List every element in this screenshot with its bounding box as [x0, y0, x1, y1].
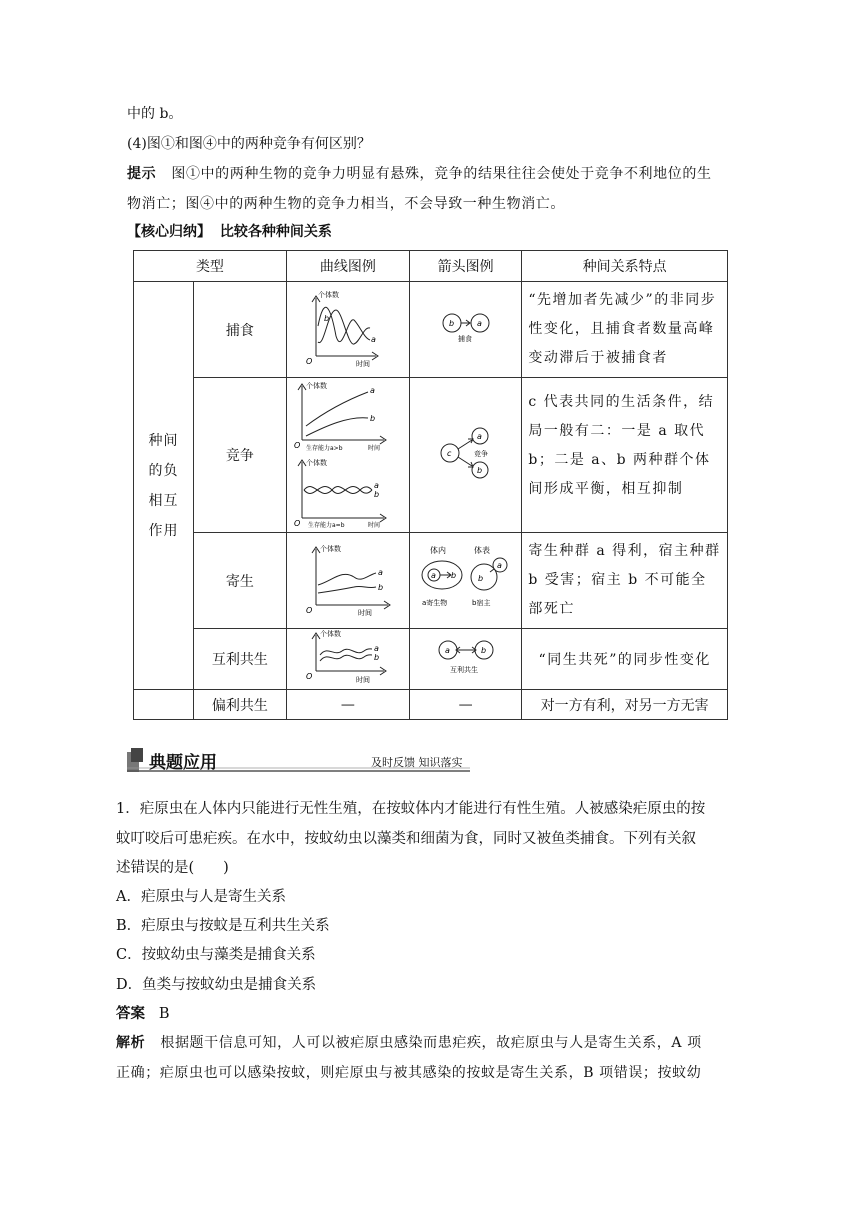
chart2-time: 时间 — [367, 522, 380, 528]
analysis-text-1: 根据题干信息可知，人可以被疟原虫感染而患疟疾，故疟原虫与人是寄生关系，A 项 — [160, 1035, 702, 1051]
curve-parasitism — [286, 533, 409, 629]
outer-node-b: b — [477, 573, 483, 583]
chart-x-label: 时间 — [355, 359, 370, 368]
hint-line-1 — [127, 164, 712, 184]
group-label-2: 的负 — [148, 462, 179, 479]
inner-node-b: b — [450, 570, 456, 580]
chart1-label-a: a — [369, 386, 375, 395]
table-row-predation — [134, 282, 728, 378]
origin-label: O — [305, 672, 313, 681]
label-a: a — [373, 644, 379, 653]
header-curve: 曲线图例 — [286, 251, 409, 282]
chart-y-label: 个体数 — [319, 630, 341, 638]
label-b: b — [373, 653, 379, 662]
table-row-commensalism — [134, 690, 728, 720]
arrow-commensalism: — — [409, 690, 522, 720]
origin-label: O — [305, 605, 313, 615]
hint-line-2: 物消亡；图④中的两种生物的竞争力相当，不会导致一种生物消亡。 — [127, 196, 565, 212]
curve-competition — [286, 378, 409, 533]
feature-parasitism: 寄生种群 a 得利，宿主种群 b 受害；宿主 b 不可能全部死亡 — [522, 533, 728, 629]
parasite-legend: a寄生物 — [421, 598, 447, 607]
feature-predation: “先增加者先减少”的非同步性变化，且捕食者数量高峰变动滞后于被捕食者 — [522, 282, 728, 378]
hint-text: 图①中的两种生物的竞争力明显有悬殊，竞争的结果往往会使处于竞争不利地位的生 — [171, 166, 712, 182]
chart-y-label: 个体数 — [317, 290, 339, 299]
node-a: a — [444, 646, 450, 655]
predation-label: 捕食 — [457, 334, 472, 343]
origin-label: O — [305, 356, 313, 366]
host-legend: b宿主 — [471, 598, 491, 607]
type-predation: 捕食 — [193, 282, 286, 378]
node-c: c — [446, 449, 451, 458]
section-title: 典题应用 — [149, 753, 217, 773]
chart2-y-label: 个体数 — [305, 459, 327, 467]
label-a: a — [370, 334, 376, 344]
group-label-4: 作用 — [148, 522, 179, 539]
group-label-1: 种间 — [148, 432, 179, 449]
type-parasitism: 寄生 — [193, 533, 286, 629]
predation-curve-chart — [292, 286, 404, 370]
arrow-mutualism — [409, 629, 522, 690]
feature-competition: c 代表共同的生活条件，结局一般有二：一是 a 取代 b；二是 a、b 两种群个体间形成平衡，相互抑制 — [522, 378, 728, 533]
parasitism-curve-chart — [292, 539, 404, 619]
inner-node-a: a — [430, 570, 436, 580]
question-stem-2: 蚊叮咬后可患疟疾。在水中，按蚊幼虫以藻类和细菌为食，同时又被鱼类捕食。下列有关叙 — [116, 831, 696, 847]
node-a: a — [476, 318, 482, 328]
header-arrow: 箭头图例 — [409, 251, 522, 282]
summary-heading — [127, 222, 332, 242]
mutualism-arrow-diagram — [416, 634, 516, 680]
option-a: A．疟原虫与人是寄生关系 — [116, 889, 286, 905]
label-a: a — [377, 567, 383, 577]
section-subtitle: 及时反馈 知识落实 — [371, 756, 463, 769]
type-commensalism: 偏利共生 — [193, 690, 286, 720]
chart2-label-a: a — [373, 481, 379, 490]
answer-value: B — [158, 1006, 170, 1022]
empty-group-cell — [134, 690, 194, 720]
question-stem-3: 述错误的是( ) — [116, 860, 229, 876]
option-d: D．鱼类与按蚊幼虫是捕食关系 — [116, 977, 317, 993]
mutualism-label: 互利共生 — [449, 666, 478, 674]
arrow-competition — [409, 378, 522, 533]
arrow-parasitism — [409, 533, 522, 629]
header-type: 类型 — [134, 251, 287, 282]
label-b: b — [377, 582, 383, 592]
option-b: B．疟原虫与按蚊是互利共生关系 — [116, 918, 330, 934]
on-body-label: 体表 — [473, 545, 490, 555]
feature-commensalism: 对一方有利，对另一方无害 — [522, 690, 728, 720]
label-b: b — [323, 313, 329, 323]
analysis-line-2: 正确；疟原虫也可以感染按蚊，则疟原虫与被其感染的按蚊是寄生关系，B 项错误；按蚊幼 — [116, 1065, 702, 1081]
section-banner — [127, 748, 470, 772]
continued-text: 中的 b。 — [127, 106, 183, 122]
competition-arrow-diagram — [416, 418, 516, 488]
outer-node-a: a — [496, 560, 502, 570]
table-row-competition — [134, 378, 728, 533]
header-feature: 种间关系特点 — [522, 251, 728, 282]
curve-commensalism: — — [286, 690, 409, 720]
chart2-label-b: b — [373, 490, 379, 499]
analysis-line-1 — [116, 1033, 702, 1053]
hint-label: 提示 — [127, 166, 157, 182]
chart-x-label: 时间 — [357, 608, 372, 617]
in-body-label: 体内 — [429, 545, 446, 555]
curve-predation — [286, 282, 409, 378]
table-header-row — [134, 251, 728, 282]
question-stem-1: 1．疟原虫在人体内只能进行无性生殖，在按蚊体内才能进行有性生殖。人被感染疟原虫的按 — [116, 801, 706, 817]
table-row-parasitism — [134, 533, 728, 629]
chart-x-label: 时间 — [355, 676, 370, 684]
parasitism-arrow-diagram — [414, 541, 518, 617]
node-b: b — [476, 466, 482, 475]
node-b: b — [480, 646, 486, 655]
arrow-predation — [409, 282, 522, 378]
feature-mutualism: “同生共死”的同步性变化 — [522, 629, 728, 690]
question-4: (4)图①和图④中的两种竞争有何区别？ — [127, 136, 371, 152]
answer-line — [116, 1004, 169, 1024]
answer-label: 答案 — [116, 1006, 145, 1022]
mutualism-curve-chart — [292, 629, 404, 685]
chart1-time: 时间 — [367, 445, 380, 452]
chart1-y-label: 个体数 — [305, 382, 327, 390]
node-a: a — [476, 432, 482, 441]
type-mutualism: 互利共生 — [193, 629, 286, 690]
option-c: C．按蚊幼虫与藻类是捕食关系 — [116, 947, 316, 963]
summary-bracket: 【核心归纳】 — [127, 224, 211, 240]
competition-label: 竞争 — [473, 450, 488, 458]
type-competition: 竞争 — [193, 378, 286, 533]
summary-title: 比较各种种间关系 — [219, 224, 332, 240]
predation-arrow-diagram — [416, 303, 516, 353]
relations-table — [133, 250, 728, 720]
group-label-3: 相互 — [148, 492, 179, 509]
curve-mutualism — [286, 629, 409, 690]
chart2-x-label: 生存能力a=b — [307, 522, 345, 528]
chart2-origin: O — [293, 519, 301, 528]
chart-y-label: 个体数 — [319, 544, 341, 553]
group-label — [134, 282, 194, 690]
chart1-label-b: b — [369, 414, 375, 423]
node-b: b — [448, 318, 454, 328]
chart1-origin: O — [293, 441, 301, 450]
competition-curve-charts — [292, 378, 404, 528]
table-row-mutualism — [134, 629, 728, 690]
analysis-label: 解析 — [116, 1035, 146, 1051]
chart1-x-label: 生存能力a>b — [305, 445, 343, 452]
